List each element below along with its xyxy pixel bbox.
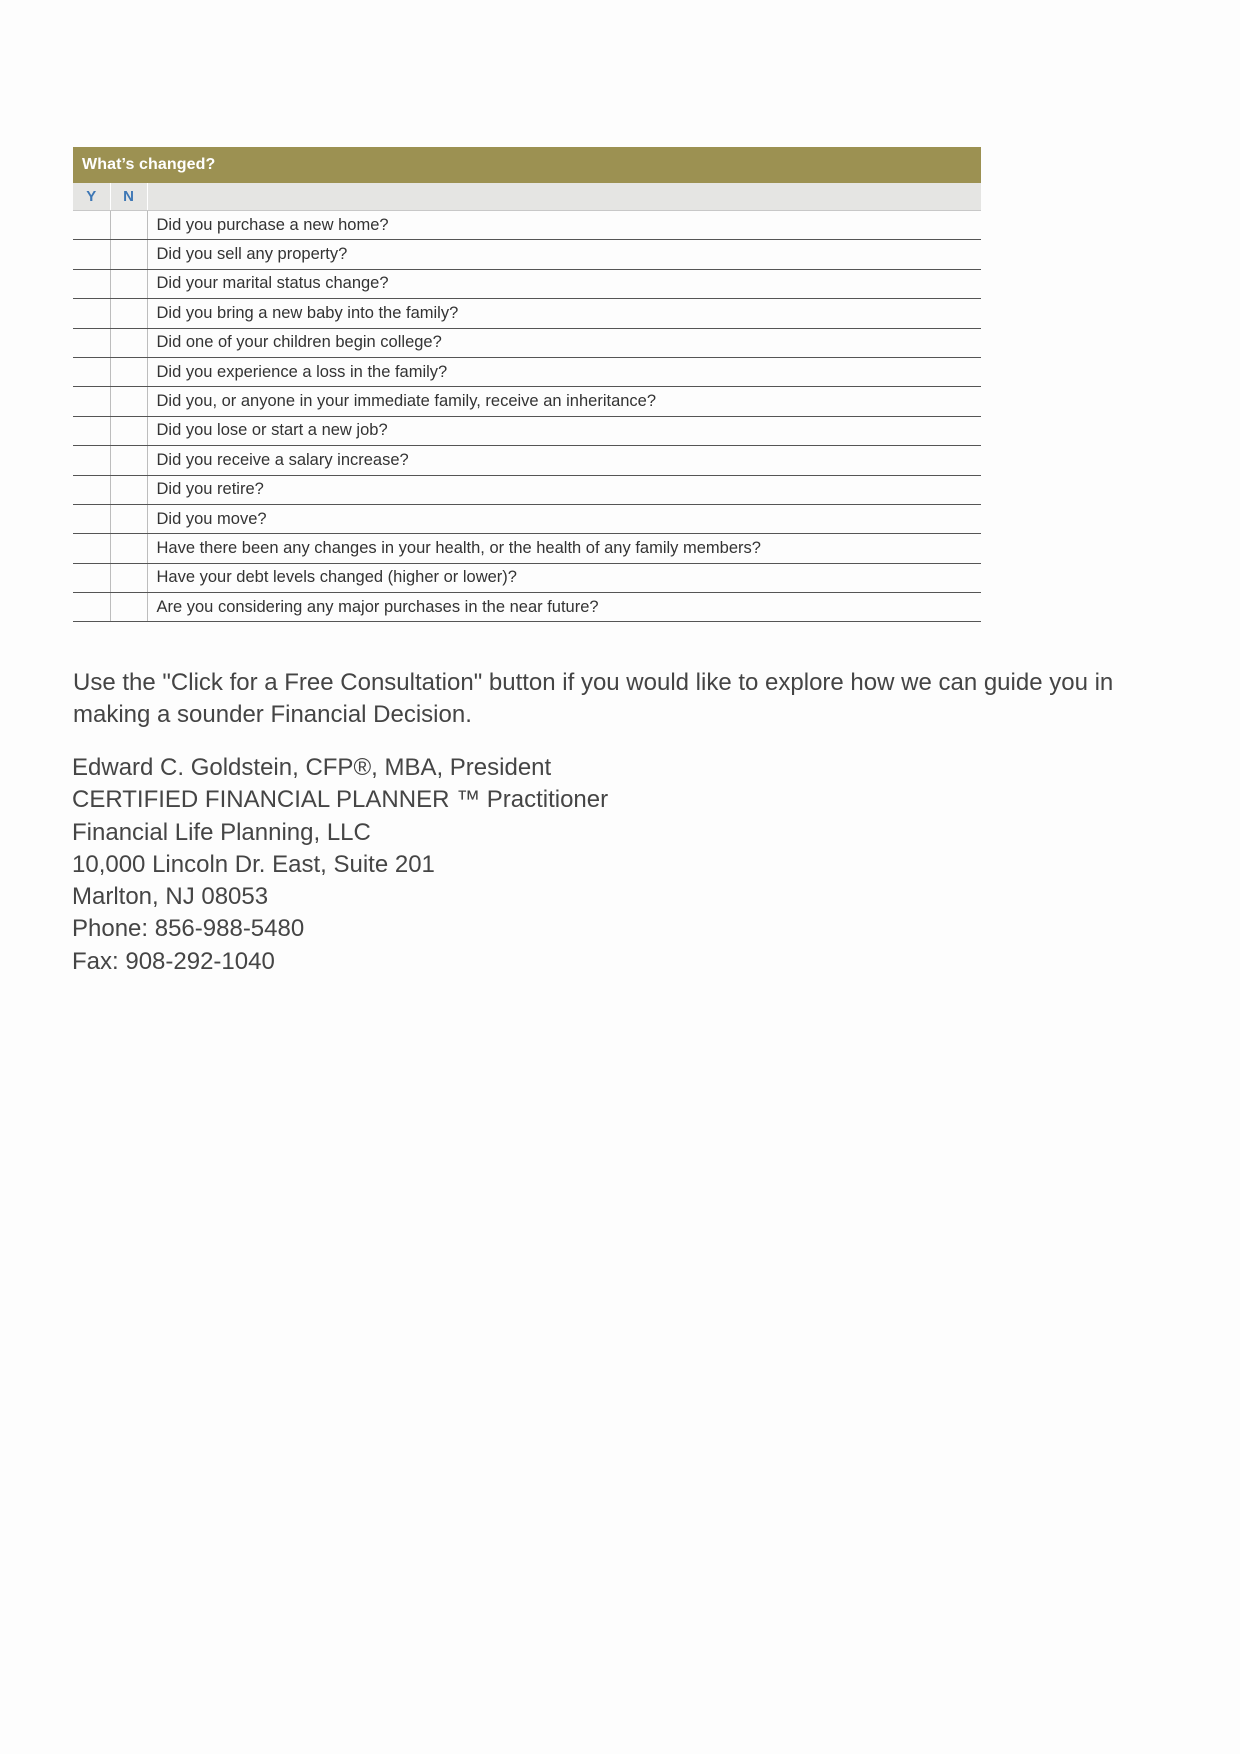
checklist-row (73, 269, 981, 298)
question-text: Did you purchase a new home? (147, 211, 981, 240)
checklist-row (73, 563, 981, 592)
no-checkbox[interactable] (110, 328, 147, 357)
no-checkbox[interactable] (110, 504, 147, 533)
contact-company: Financial Life Planning, LLC (72, 818, 371, 846)
checklist-row (73, 240, 981, 269)
checklist-row (73, 299, 981, 328)
yes-checkbox[interactable] (73, 357, 110, 386)
yes-checkbox[interactable] (73, 328, 110, 357)
contact-phone: Phone: 856-988-5480 (72, 915, 305, 943)
checklist-row (73, 593, 981, 622)
checklist-row (73, 416, 981, 445)
question-text: Have there been any changes in your health, or the health of any family members? (147, 534, 981, 563)
yes-checkbox[interactable] (73, 416, 110, 445)
yes-checkbox[interactable] (73, 387, 110, 416)
no-checkbox[interactable] (110, 534, 147, 563)
whats-changed-checklist (73, 147, 981, 622)
checklist-row (73, 357, 981, 386)
no-checkbox[interactable] (110, 211, 147, 240)
question-text: Did you lose or start a new job? (147, 416, 981, 445)
no-checkbox[interactable] (110, 387, 147, 416)
no-checkbox[interactable] (110, 475, 147, 504)
yes-checkbox[interactable] (73, 593, 110, 622)
yes-checkbox[interactable] (73, 475, 110, 504)
yes-checkbox[interactable] (73, 534, 110, 563)
no-checkbox[interactable] (110, 299, 147, 328)
question-text: Did one of your children begin college? (147, 328, 981, 357)
checklist-row (73, 211, 981, 240)
no-checkbox[interactable] (110, 563, 147, 592)
question-text: Are you considering any major purchases in the near future? (147, 593, 981, 622)
question-text: Did you bring a new baby into the family? (147, 299, 981, 328)
contact-address-line1: 10,000 Lincoln Dr. East, Suite 201 (72, 850, 435, 878)
question-text: Did you experience a loss in the family? (147, 357, 981, 386)
checklist-row (73, 328, 981, 357)
no-checkbox[interactable] (110, 357, 147, 386)
checklist-row (73, 475, 981, 504)
yes-checkbox[interactable] (73, 563, 110, 592)
checklist-title: What’s changed? (73, 147, 981, 183)
yes-checkbox[interactable] (73, 299, 110, 328)
contact-block (72, 752, 608, 978)
checklist-column-header-row (73, 183, 981, 211)
yes-column-header: Y (73, 183, 110, 211)
question-text: Have your debt levels changed (higher or lower)? (147, 563, 981, 592)
no-checkbox[interactable] (110, 416, 147, 445)
no-checkbox[interactable] (110, 446, 147, 475)
no-column-header: N (110, 183, 147, 211)
contact-fax: Fax: 908-292-1040 (72, 947, 275, 975)
yes-checkbox[interactable] (73, 240, 110, 269)
no-checkbox[interactable] (110, 240, 147, 269)
question-text: Did you move? (147, 504, 981, 533)
checklist-row (73, 446, 981, 475)
checklist-title-row (73, 147, 981, 183)
contact-designation: CERTIFIED FINANCIAL PLANNER ™ Practitioner (72, 786, 609, 814)
question-text: Did you receive a salary increase? (147, 446, 981, 475)
consultation-call-to-action: Use the "Click for a Free Consultation" button if you would like to explore how we can guide you in making a sounder Financial Decision. (73, 669, 1114, 728)
no-checkbox[interactable] (110, 269, 147, 298)
checklist-row (73, 387, 981, 416)
question-text: Did you sell any property? (147, 240, 981, 269)
yes-checkbox[interactable] (73, 269, 110, 298)
question-text: Did you, or anyone in your immediate family, receive an inheritance? (147, 387, 981, 416)
checklist-row (73, 504, 981, 533)
yes-checkbox[interactable] (73, 211, 110, 240)
question-column-header (147, 183, 981, 211)
yes-checkbox[interactable] (73, 504, 110, 533)
question-text: Did you retire? (147, 475, 981, 504)
checklist-row (73, 534, 981, 563)
question-text: Did your marital status change? (147, 269, 981, 298)
contact-name: Edward C. Goldstein, CFP®, MBA, President (72, 754, 552, 781)
no-checkbox[interactable] (110, 593, 147, 622)
yes-checkbox[interactable] (73, 446, 110, 475)
contact-address-line2: Marlton, NJ 08053 (72, 883, 269, 911)
